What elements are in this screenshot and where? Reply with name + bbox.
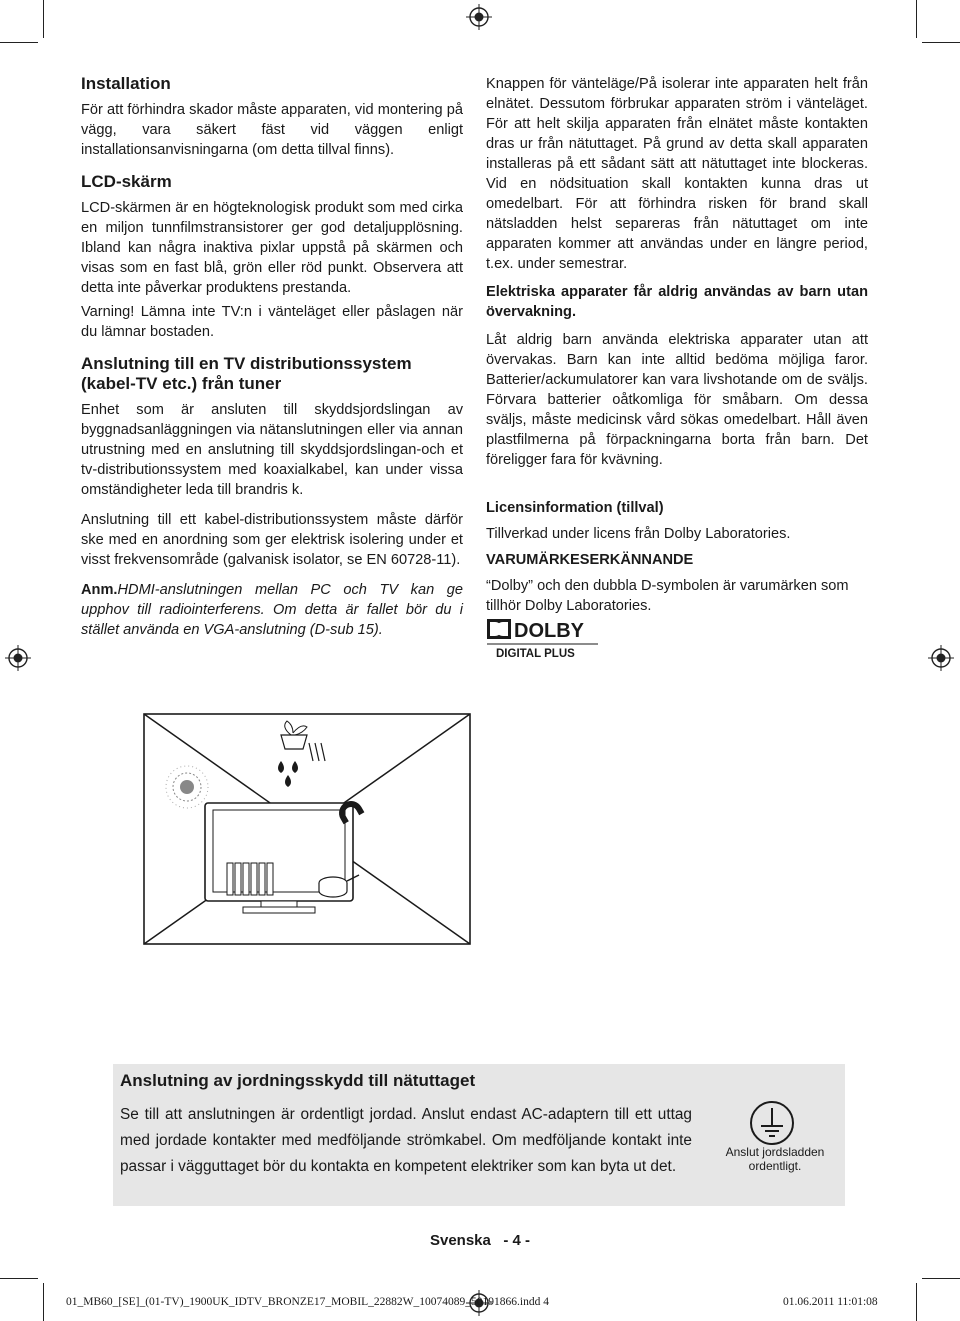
crop-mark: [0, 42, 38, 43]
children-text: Låt aldrig barn använda elektriska apparater utan att övervakas. Barn kan inte alltid bedöma möjliga faror. Batterier/ackumulatorer kan vara livshotande om de sväljs. Förvara batterier oåtkomliga för småbarn. Om dessa sväljs, måste medicinsk vård sökas omedelbart. Håll även plastfilmerna på förpackningarna borta från barn. Det föreligger fara för kvävning.: [486, 332, 868, 468]
left-column: [81, 74, 463, 644]
distribution-text-1: Enhet som är ansluten till skyddsjordslingan av byggnadsanläggningen via nätanslutningen eller via annan utrustning med en anslutning till skyddsjordslingan-och et tv-distributionssystem med koaxialkabel, kan under vissa omständigheter leda till brandris k.: [81, 402, 463, 498]
registration-mark-icon: [5, 645, 31, 671]
crop-mark: [922, 1278, 960, 1279]
grounding-text: Se till att anslutningen är ordentligt jordad. Anslut endast AC-adaptern till ett uttag med jordade kontakter med medföljande strömkabel. Om medföljande kontakt inte passar i vägguttaget bör du kontakta en kompetent elektriker som kan byta ut det.: [120, 1106, 692, 1175]
registration-mark-icon: [928, 645, 954, 671]
crop-mark: [916, 0, 917, 38]
dolby-sub: DIGITAL PLUS: [496, 648, 575, 660]
imprint-timestamp: 01.06.2011 11:01:08: [783, 1296, 878, 1308]
installation-text: För att förhindra skador måste apparaten, vid montering på vägg, vara säkert fäst vid väggen enligt installationsanvisningarna (om detta tillval finns).: [81, 102, 463, 158]
standby-text: Knappen för vänteläge/På isolerar inte apparaten helt från elnätet. Dessutom förbrukar apparaten ström i vänteläget. För att helt skilja apparaten från elnätet måste kontakten dras ur från nätuttaget. På grund av detta skall apparaten installeras på ett sådant sätt att nätuttaget inte blockeras. Vid en nödsituation skall kontakten kunna dras ut omedelbart. För att förhindra risken för brand skall nätsladden helst separeras från nätuttaget om inte apparaten kommer att användas under en längre period, t.ex. under semestrar.: [486, 76, 868, 272]
heat-lines-icon: [309, 743, 325, 761]
imprint-filename: 01_MB60_[SE]_(01-TV)_1900UK_IDTV_BRONZE17_MOBIL_22882W_10074089_50191866.indd 4: [66, 1296, 549, 1308]
dolby-word: DOLBY: [514, 620, 584, 642]
sun-icon: [166, 766, 208, 808]
children-heading: Elektriska apparater får aldrig användas av barn utan övervakning.: [486, 284, 868, 320]
installation-heading: Installation: [81, 74, 171, 93]
distribution-heading: Anslutning till en TV distributionssystem (kabel-TV etc.) från tuner: [81, 354, 412, 393]
distribution-text-2: Anslutning till ett kabel-distributionssystem måste därför ske med en anordning som ger elektrisk isolering under et visst frekvensområde (galvanisk isolator, se EN 60728-11).: [81, 512, 463, 568]
hdmi-note: [81, 580, 463, 640]
crop-mark: [0, 1278, 38, 1279]
registration-mark-icon: [466, 4, 492, 30]
ground-symbol-icon: [749, 1100, 795, 1146]
license-heading: Licensinformation (tillval): [486, 500, 664, 516]
trademark-heading: VARUMÄRKESERKÄNNANDE: [486, 552, 694, 568]
plant-icon: [281, 721, 307, 749]
water-drop-icon: [278, 761, 298, 787]
right-column: [486, 74, 868, 620]
lcd-warning: Varning! Lämna inte TV:n i vänteläget eller påslagen när du lämnar bostaden.: [81, 304, 463, 340]
note-label: Anm.: [81, 582, 118, 598]
crop-mark: [916, 1283, 917, 1321]
ground-symbol-caption: Anslut jordsladden ordentligt.: [725, 1145, 825, 1173]
lcd-heading: LCD-skärm: [81, 172, 172, 191]
grounding-box: [113, 1064, 845, 1206]
tv-placement-warning-illustration: [143, 713, 471, 945]
trademark-text: “Dolby” och den dubbla D-symbolen är varumärken som tillhör Dolby Laboratories.: [486, 578, 849, 614]
lcd-text: LCD-skärmen är en högteknologisk produkt som med cirka en miljon tunnfilmstransistorer ger god detaljupplösning. Ibland kan några inaktiva pixlar uppstå på skärmen och visas som en fast blå, grön eller röd punkt. Observera att detta inte påverkar produktens prestanda.: [81, 200, 463, 296]
grounding-heading: Anslutning av jordningsskydd till nätuttaget: [120, 1071, 476, 1090]
dolby-digital-plus-logo: [486, 618, 602, 660]
crop-mark: [43, 0, 44, 38]
crop-mark: [922, 42, 960, 43]
page-number: Svenska - 4 -: [429, 1232, 531, 1249]
note-text: HDMI-anslutningen mellan PC och TV kan ge upphov till radiointerferens. Om detta är fallet bör du i stället använda en VGA-anslutning (D-sub 15).: [81, 582, 463, 638]
crop-mark: [43, 1283, 44, 1321]
license-text: Tillverkad under licens från Dolby Laboratories.: [486, 526, 791, 542]
